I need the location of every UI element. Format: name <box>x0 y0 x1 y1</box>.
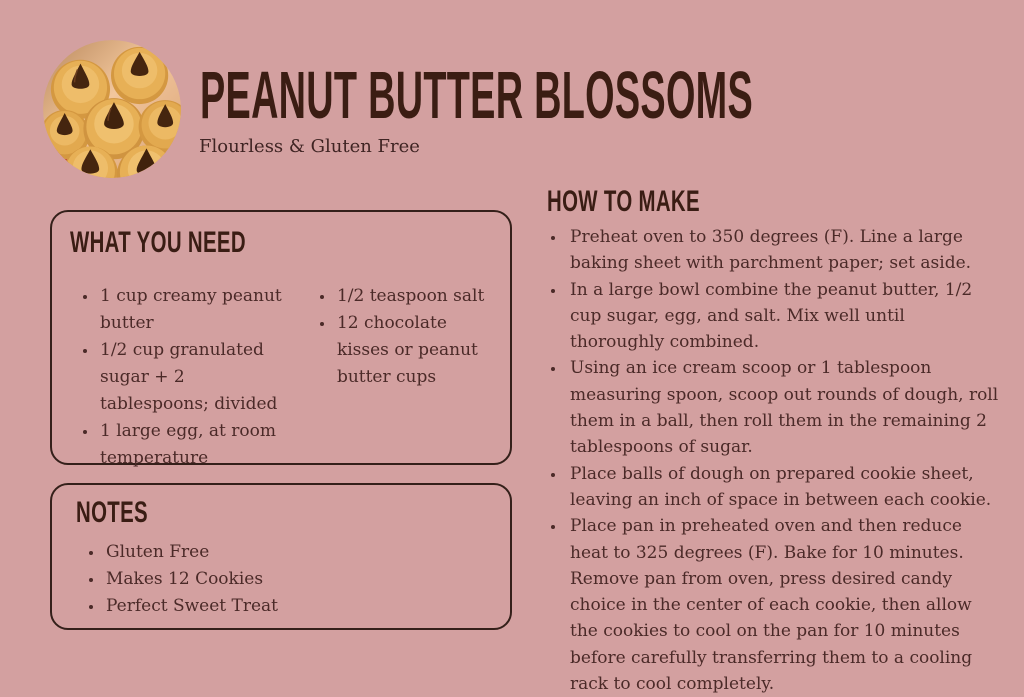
note-item: • Gluten Free <box>104 539 500 566</box>
instructions-heading <box>547 187 999 217</box>
instructions-list <box>566 224 999 697</box>
instructions-section <box>547 187 999 697</box>
ingredient-item: • 12 chocolate kisses or peanut butter cups <box>335 310 500 391</box>
ingredients-column-2 <box>335 283 500 472</box>
ingredient-item: • 1/2 teaspoon salt <box>335 283 500 310</box>
instruction-step: • In a large bowl combine the peanut butter, 1/2 cup sugar, egg, and salt. Mix well until thoroughly combined. <box>566 277 999 356</box>
page-subtitle: Flourless & Gluten Free <box>199 136 420 157</box>
notes-heading-text: NOTES <box>76 496 148 529</box>
ingredient-item: • 1 cup creamy peanut butter <box>98 283 317 337</box>
ingredients-columns <box>70 283 500 472</box>
note-item: • Makes 12 Cookies <box>104 566 500 593</box>
ingredients-heading <box>70 228 500 258</box>
ingredients-column-1 <box>98 283 317 472</box>
ingredients-box <box>50 210 512 468</box>
instruction-step: • Place pan in preheated oven and then reduce heat to 325 degrees (F). Bake for 10 minutes. Remove pan from oven, press desired candy choice in the center of each cookie, then allow the cookies to cool on the pan for 10 minutes before carefully transferring them to a cooling rack to cool completely. <box>566 513 999 697</box>
cookies-photo-illustration <box>43 40 181 178</box>
note-item: • Perfect Sweet Treat <box>104 593 500 620</box>
instructions-heading-text: HOW TO MAKE <box>547 185 700 218</box>
ingredient-item: • 1 large egg, at room temperature <box>98 418 317 472</box>
notes-box <box>50 483 512 630</box>
page-title <box>200 58 1024 133</box>
notes-list <box>104 539 500 620</box>
cookies-photo <box>43 40 181 178</box>
ingredients-heading-text: WHAT YOU NEED <box>70 226 246 259</box>
ingredient-item: • 1/2 cup granulated sugar + 2 tablespoons; divided <box>98 337 317 418</box>
instruction-step: • Place balls of dough on prepared cookie sheet, leaving an inch of space in between each cookie. <box>566 461 999 514</box>
instruction-step: • Using an ice cream scoop or 1 tablespoon measuring spoon, scoop out rounds of dough, roll them in a ball, then roll them in the remaining 2 tablespoons of sugar. <box>566 355 999 460</box>
page-title-text: PEANUT BUTTER BLOSSOMS <box>200 58 754 133</box>
notes-heading <box>76 498 500 528</box>
instruction-step: • Preheat oven to 350 degrees (F). Line a large baking sheet with parchment paper; set aside. <box>566 224 999 277</box>
